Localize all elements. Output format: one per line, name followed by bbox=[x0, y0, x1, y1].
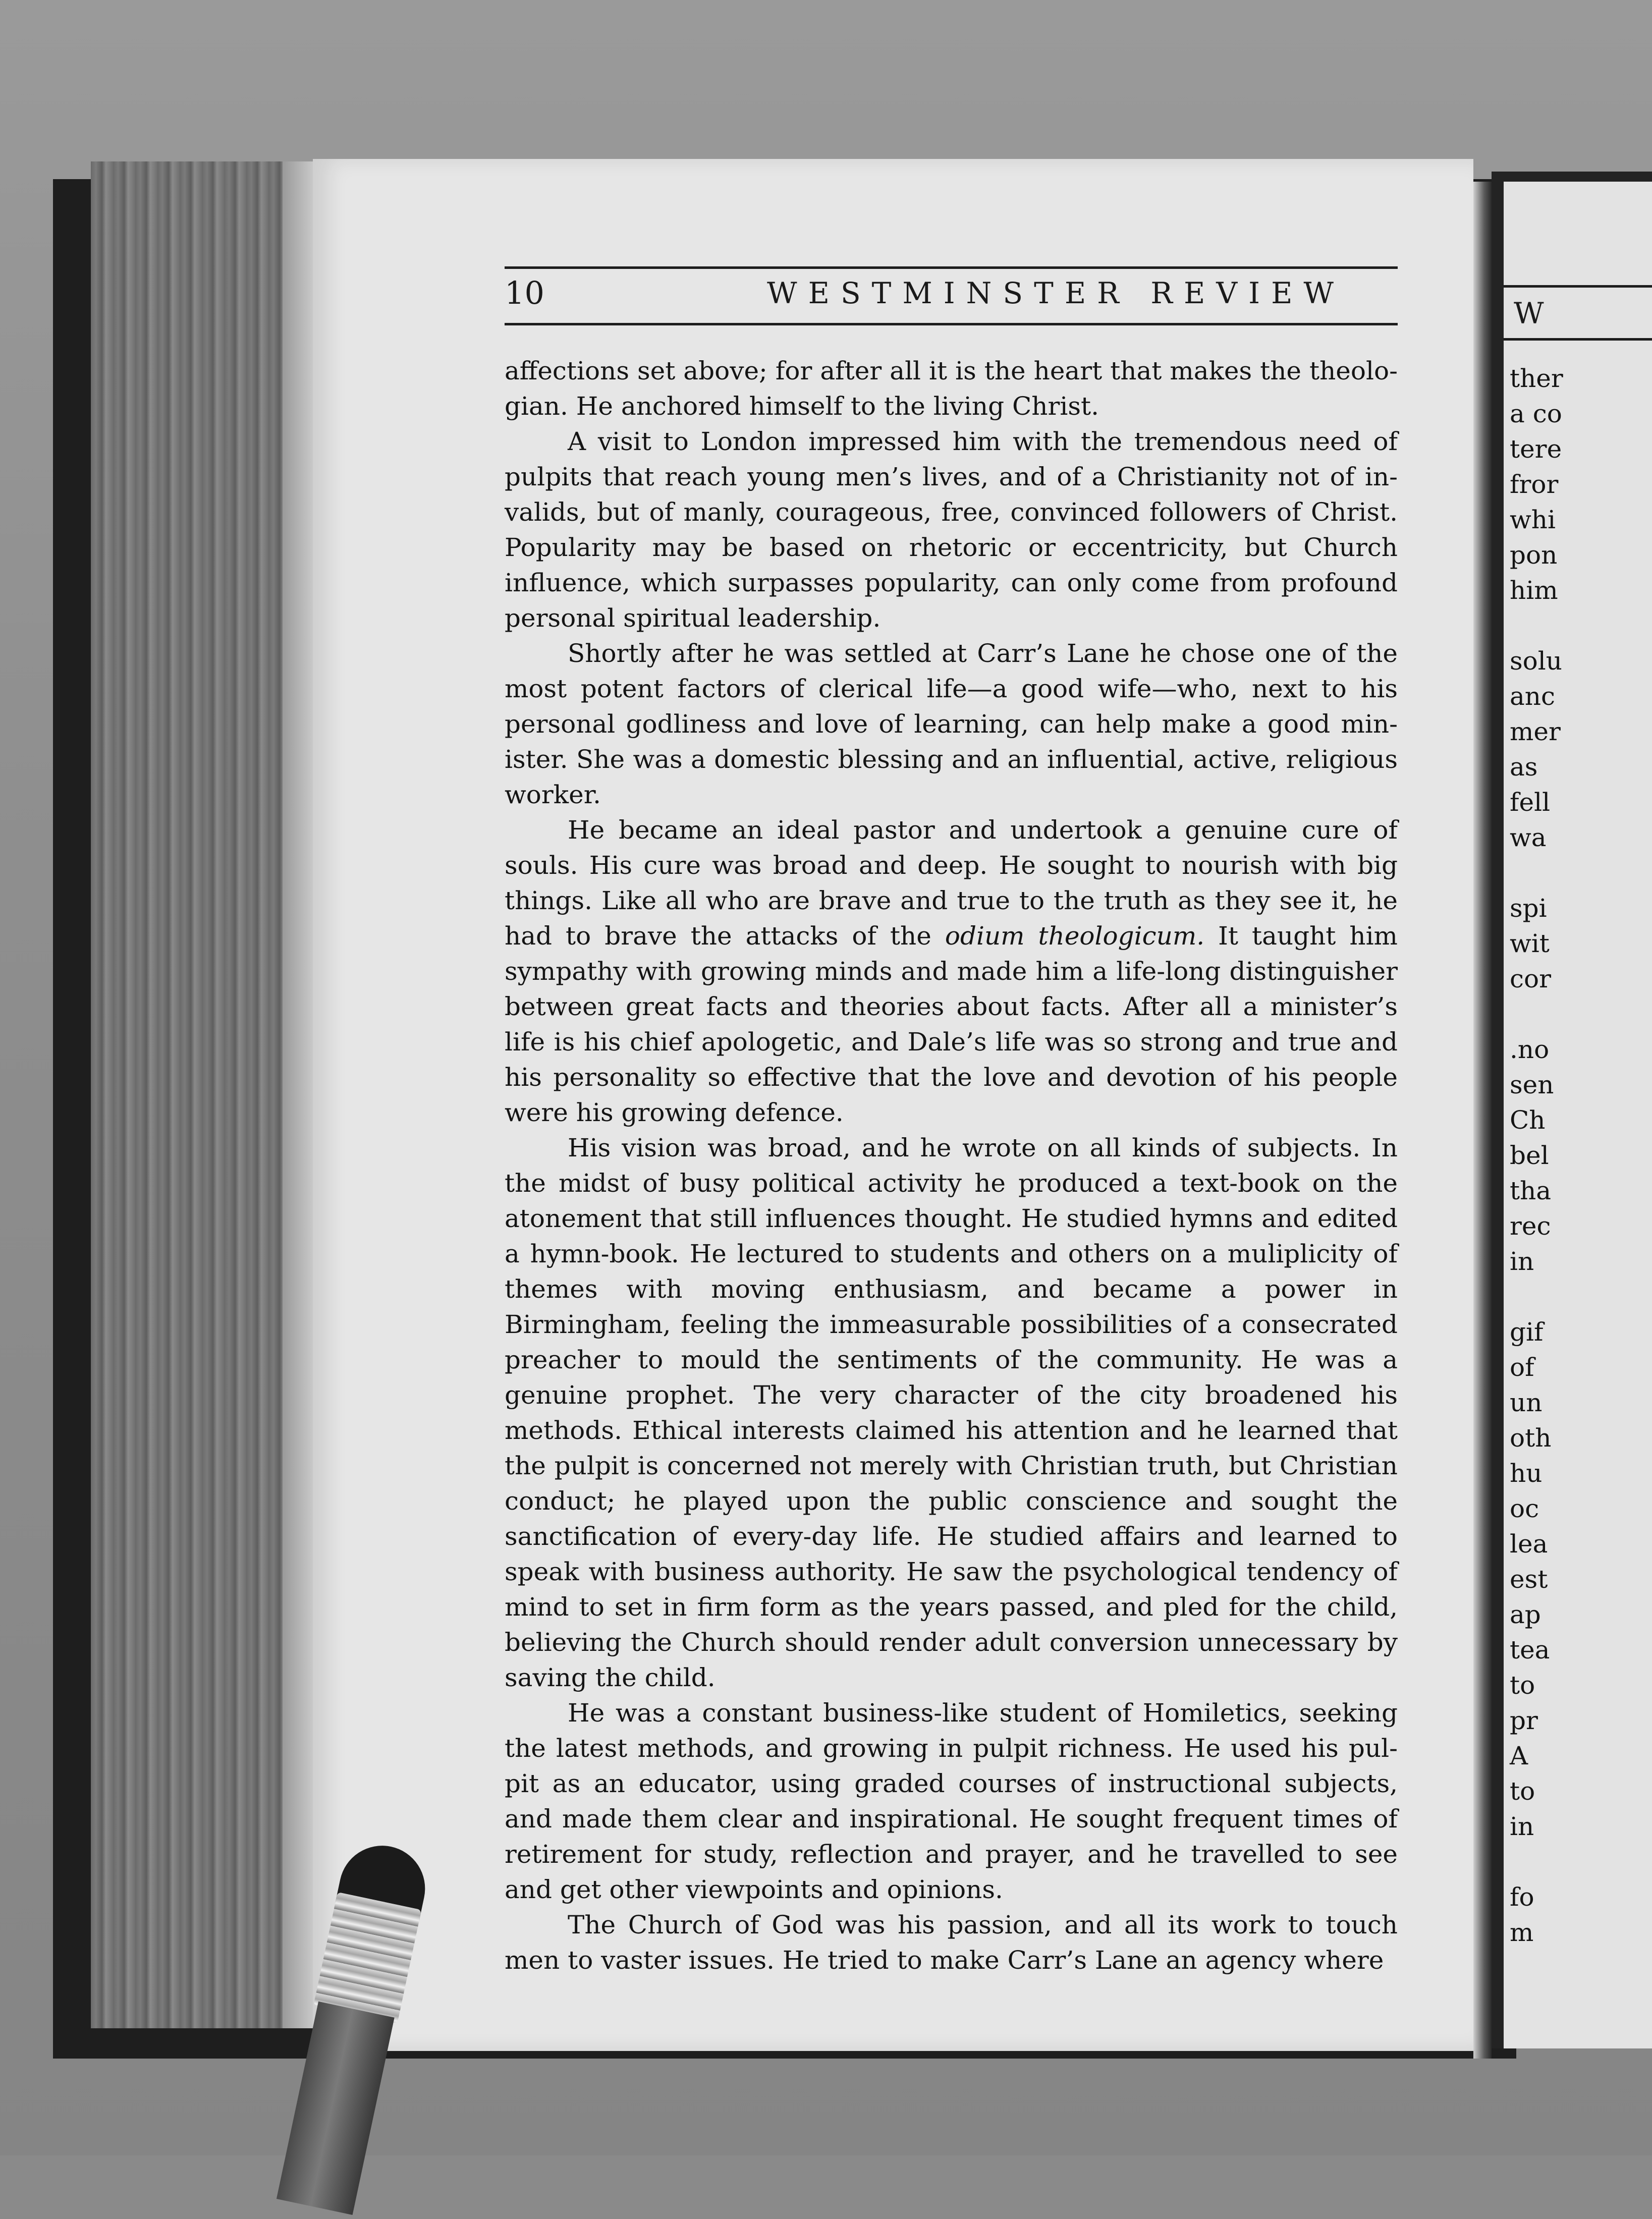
facing-line-fragment: pon bbox=[1510, 540, 1558, 570]
paragraph-text: It taught him sympathy with growing minds and made him a life-long distinguisher between great facts and theories about facts. After all a minister’s life is his chief apologetic, and Dale’s life was so strong and true and his personality so effective that the love and devotion of his people were his growing defence. bbox=[505, 921, 1398, 1127]
facing-line-fragment: hu bbox=[1510, 1459, 1543, 1488]
facing-line-fragment: est bbox=[1510, 1565, 1548, 1594]
facing-text-fragments bbox=[1510, 361, 1651, 1950]
facing-line-fragment: un bbox=[1510, 1388, 1543, 1417]
facing-line-fragment: Ch bbox=[1510, 1105, 1546, 1135]
facing-page bbox=[1504, 182, 1652, 2048]
header-rule-top bbox=[505, 266, 1398, 269]
facing-line-fragment: ther bbox=[1510, 364, 1563, 393]
facing-line-fragment: of bbox=[1510, 1353, 1534, 1382]
facing-line-fragment: sen bbox=[1510, 1070, 1554, 1099]
facing-line-fragment: rec bbox=[1510, 1211, 1551, 1241]
running-head-title: WESTMINSTER REVIEW bbox=[767, 276, 1345, 310]
facing-line-fragment bbox=[1510, 855, 1651, 891]
facing-line-fragment: a co bbox=[1510, 399, 1562, 428]
facing-line-fragment bbox=[1510, 1279, 1651, 1314]
facing-line-fragment bbox=[1510, 996, 1651, 1032]
facing-running-head: W bbox=[1514, 296, 1544, 330]
facing-line-fragment: oth bbox=[1510, 1423, 1552, 1453]
facing-line-fragment: in bbox=[1510, 1247, 1534, 1276]
facing-line-fragment: tha bbox=[1510, 1176, 1552, 1205]
facing-line-fragment: in bbox=[1510, 1812, 1534, 1841]
paragraph: A visit to London impressed him with the tremendous need of pulpits that reach young men’s lives, and of a Christianity not of invalids, but of manly, courageous, free, convinced followers of Christ. Popularity may be based on rhetoric or eccentricity, but Church influence, which surpasses popularity, can only come from profound personal spiritual leadership. bbox=[505, 427, 1398, 633]
facing-line-fragment bbox=[1510, 608, 1651, 643]
paragraph: Shortly after he was settled at Carr’s Lane he chose one of the most potent factors of clerical life—a good wife—who, next to his personal godliness and love of learning, can help make a good minister. She was a domestic blessing and an influential, active, religious worker. bbox=[505, 639, 1398, 809]
facing-line-fragment: .no bbox=[1510, 1035, 1550, 1064]
facing-line-fragment: oc bbox=[1510, 1494, 1539, 1523]
italic-phrase: odium theologicum. bbox=[945, 921, 1205, 951]
facing-line-fragment: wa bbox=[1510, 823, 1547, 852]
paragraph-text: He became an ideal pastor and undertook a genuine cure of souls. His cure was broad and deep. He sought to nourish with big things. Like all who are brave and true to the truth as they see it, he had to brave the attacks of the bbox=[505, 815, 1398, 951]
article-body bbox=[505, 353, 1398, 1978]
facing-line-fragment: fo bbox=[1510, 1882, 1534, 1912]
facing-line-fragment: him bbox=[1510, 576, 1558, 605]
book-gutter bbox=[1473, 182, 1492, 2059]
paragraph bbox=[505, 812, 1398, 1130]
facing-line-fragment: whi bbox=[1510, 505, 1556, 534]
facing-line-fragment: pr bbox=[1510, 1706, 1538, 1735]
facing-line-fragment: m bbox=[1510, 1918, 1534, 1947]
facing-line-fragment: A bbox=[1510, 1741, 1528, 1770]
paragraph: He was a constant business-like student of Homiletics, seeking the latest methods, and growing in pulpit richness. He used his pulpit as an educator, using graded courses of instructional subjects, and made them clear and inspirational. He sought frequent times of retirement for study, reflection and prayer, and he travelled to see and get other viewpoints and opinions. bbox=[505, 1698, 1398, 1904]
facing-line-fragment bbox=[1510, 1844, 1651, 1879]
facing-line-fragment: mer bbox=[1510, 717, 1561, 746]
facing-line-fragment: tere bbox=[1510, 434, 1562, 464]
facing-line-fragment: spi bbox=[1510, 894, 1547, 923]
paragraph: The Church of God was his passion, and all its work to touch men to vaster issues. He tried to make Carr’s Lane an agency where bbox=[505, 1910, 1398, 1975]
facing-line-fragment: solu bbox=[1510, 646, 1562, 676]
facing-header-rule-top bbox=[1504, 285, 1652, 288]
facing-line-fragment: fell bbox=[1510, 788, 1551, 817]
facing-line-fragment: to bbox=[1510, 1777, 1535, 1806]
facing-line-fragment: bel bbox=[1510, 1141, 1549, 1170]
facing-line-fragment: cor bbox=[1510, 964, 1552, 993]
facing-line-fragment: as bbox=[1510, 752, 1538, 782]
header-rule-bottom bbox=[505, 323, 1398, 325]
paragraph: affections set above; for after all it is the heart that makes the theologian. He anchored himself to the living Christ. bbox=[505, 356, 1398, 421]
paragraph: His vision was broad, and he wrote on all kinds of subjects. In the midst of busy political activity he produced a text-book on the atonement that still influences thought. He studied hymns and edited a hymn-book. He lectured to students and others on a muliplicity of themes with moving enthusiasm, and became a power in Birmingham, feeling the immeasurable possibilities of a consecrated preacher to mould the sentiments of the community. He was a genuine prophet. The very character of the city broadened his methods. Ethical interests claimed his attention and he learned that the pulpit is concerned not merely with Christian truth, but Christian conduct; he played upon the public conscience and sought the sanctification of every-day life. He studied affairs and learned to speak with business authority. He saw the psychological tendency of mind to set in firm form as the years passed, and pled for the child, believing the Church should render adult conversion unnecessary by saving the child. bbox=[505, 1133, 1398, 1692]
facing-line-fragment: tea bbox=[1510, 1635, 1550, 1665]
page-number: 10 bbox=[505, 274, 544, 311]
facing-header-rule-bottom bbox=[1504, 338, 1652, 341]
facing-line-fragment: anc bbox=[1510, 682, 1556, 711]
facing-line-fragment: lea bbox=[1510, 1529, 1548, 1559]
facing-line-fragment: to bbox=[1510, 1671, 1535, 1700]
facing-line-fragment: ap bbox=[1510, 1600, 1541, 1629]
facing-line-fragment: wit bbox=[1510, 929, 1550, 958]
page-edges bbox=[91, 161, 313, 2028]
facing-line-fragment: fror bbox=[1510, 470, 1559, 499]
pencil-barrel bbox=[277, 2002, 395, 2215]
facing-line-fragment: gif bbox=[1510, 1317, 1544, 1347]
